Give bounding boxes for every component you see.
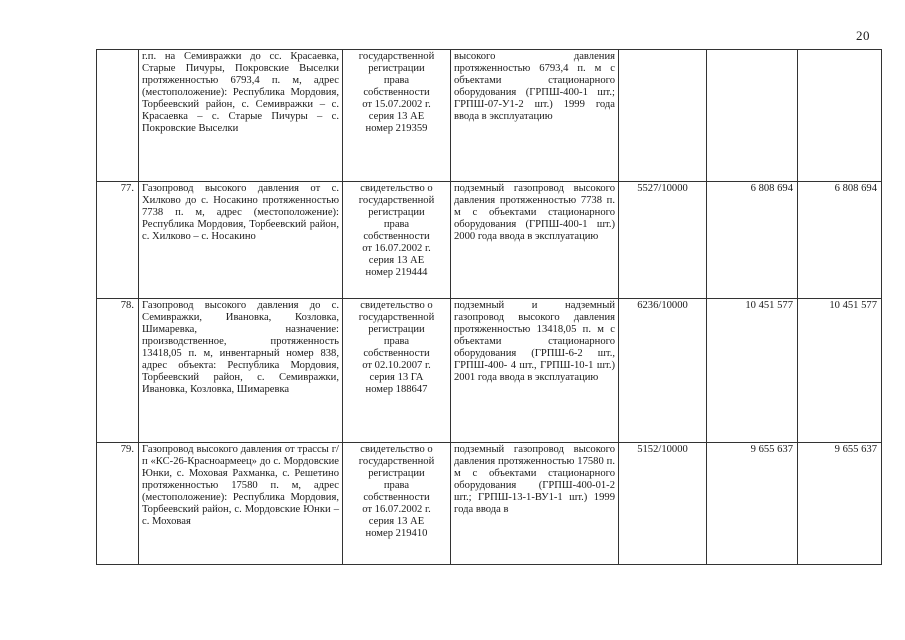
object-description: Газопровод высокого давления до с. Семивражки, Ивановка, Козловка, Шимаревка, назначение: производственное, протяженность 13418,05 п. м, инвентарный номер 838, адрес объекта: Республика Мордовия, Торбеевский район, с. Семивражки, Ивановка, Козловка, Шимаревка — [139, 299, 343, 443]
ownership-share: 6236/10000 — [619, 299, 707, 443]
residual-value — [798, 50, 882, 182]
ownership-share: 5152/10000 — [619, 443, 707, 565]
table-row — [97, 50, 882, 182]
object-description: Газопровод высокого давления от с. Хилково до с. Носакино протяженностью 7738 п. м, адрес (местоположение): Республика Мордовия, Торбеевский район, с. Хилково – с. Носакино — [139, 182, 343, 299]
book-value: 9 655 637 — [707, 443, 798, 565]
object-description: г.п. на Семивражки до сс. Красаевка, Старые Пичуры, Покровские Выселки протяженностью 6793,4 п. м, адрес (местоположение): Республика Мордовия, Торбеевский район, с. Семивражки – с. Красаевка – с. Старые Пичуры – с. Покровские Выселки — [139, 50, 343, 182]
registration-certificate: свидетельство о государственной регистрации права собственности от 16.07.2002 г. серия 13 АЕ номер 219410 — [343, 443, 451, 565]
residual-value: 10 451 577 — [798, 299, 882, 443]
registration-certificate: государственной регистрации права собственности от 15.07.2002 г. серия 13 АЕ номер 219359 — [343, 50, 451, 182]
page-number: 20 — [856, 28, 870, 43]
table-row — [97, 443, 882, 565]
object-characteristics: подземный и надземный газопровод высокого давления протяженностью 13418,05 п. м с объектами стационарного оборудования (ГРПШ-6-2 шт., ГРПШ-400- 4 шт., ГРПШ-10-1 шт.) 2001 года ввода в эксплуатацию — [451, 299, 619, 443]
row-number: 79. — [97, 443, 139, 565]
residual-value: 6 808 694 — [798, 182, 882, 299]
registration-certificate: свидетельство о государственной регистрации права собственности от 02.10.2007 г. серия 13 ГА номер 188647 — [343, 299, 451, 443]
book-value: 6 808 694 — [707, 182, 798, 299]
ownership-share — [619, 50, 707, 182]
registration-certificate: свидетельство о государственной регистрации права собственности от 16.07.2002 г. серия 13 АЕ номер 219444 — [343, 182, 451, 299]
table-row — [97, 299, 882, 443]
row-number — [97, 50, 139, 182]
object-characteristics: подземный газопровод высокого давления протяженностью 17580 п. м с объектами стационарного оборудования (ГРПШ-400-01-2 шт.; ГРПШ-13-1-ВУ1-1 шт.) 1999 года ввода в — [451, 443, 619, 565]
object-characteristics: подземный газопровод высокого давления протяженностью 7738 п. м с объектами стационарного оборудования (ГРПШ-400-1 шт.) 2000 года ввода в эксплуатацию — [451, 182, 619, 299]
book-value: 10 451 577 — [707, 299, 798, 443]
ownership-share: 5527/10000 — [619, 182, 707, 299]
row-number: 78. — [97, 299, 139, 443]
row-number: 77. — [97, 182, 139, 299]
residual-value: 9 655 637 — [798, 443, 882, 565]
book-value — [707, 50, 798, 182]
table-row — [97, 182, 882, 299]
object-description: Газопровод высокого давления от трассы г/п «КС-26-Красноармеец» до с. Мордовские Юнки, с. Моховая Рахманка, с. Решетино протяженностью 17580 п. м, адрес (местоположение): Республика Мордовия, Торбеевский район, с. Мордовские Юнки – с. Моховая — [139, 443, 343, 565]
object-characteristics: высокого давления протяженностью 6793,4 п. м с объектами стационарного оборудования (ГРПШ-400-1 шт.; ГРПШ-07-У1-2 шт.) 1999 года ввода в эксплуатацию — [451, 50, 619, 182]
property-registry-table — [96, 49, 882, 565]
